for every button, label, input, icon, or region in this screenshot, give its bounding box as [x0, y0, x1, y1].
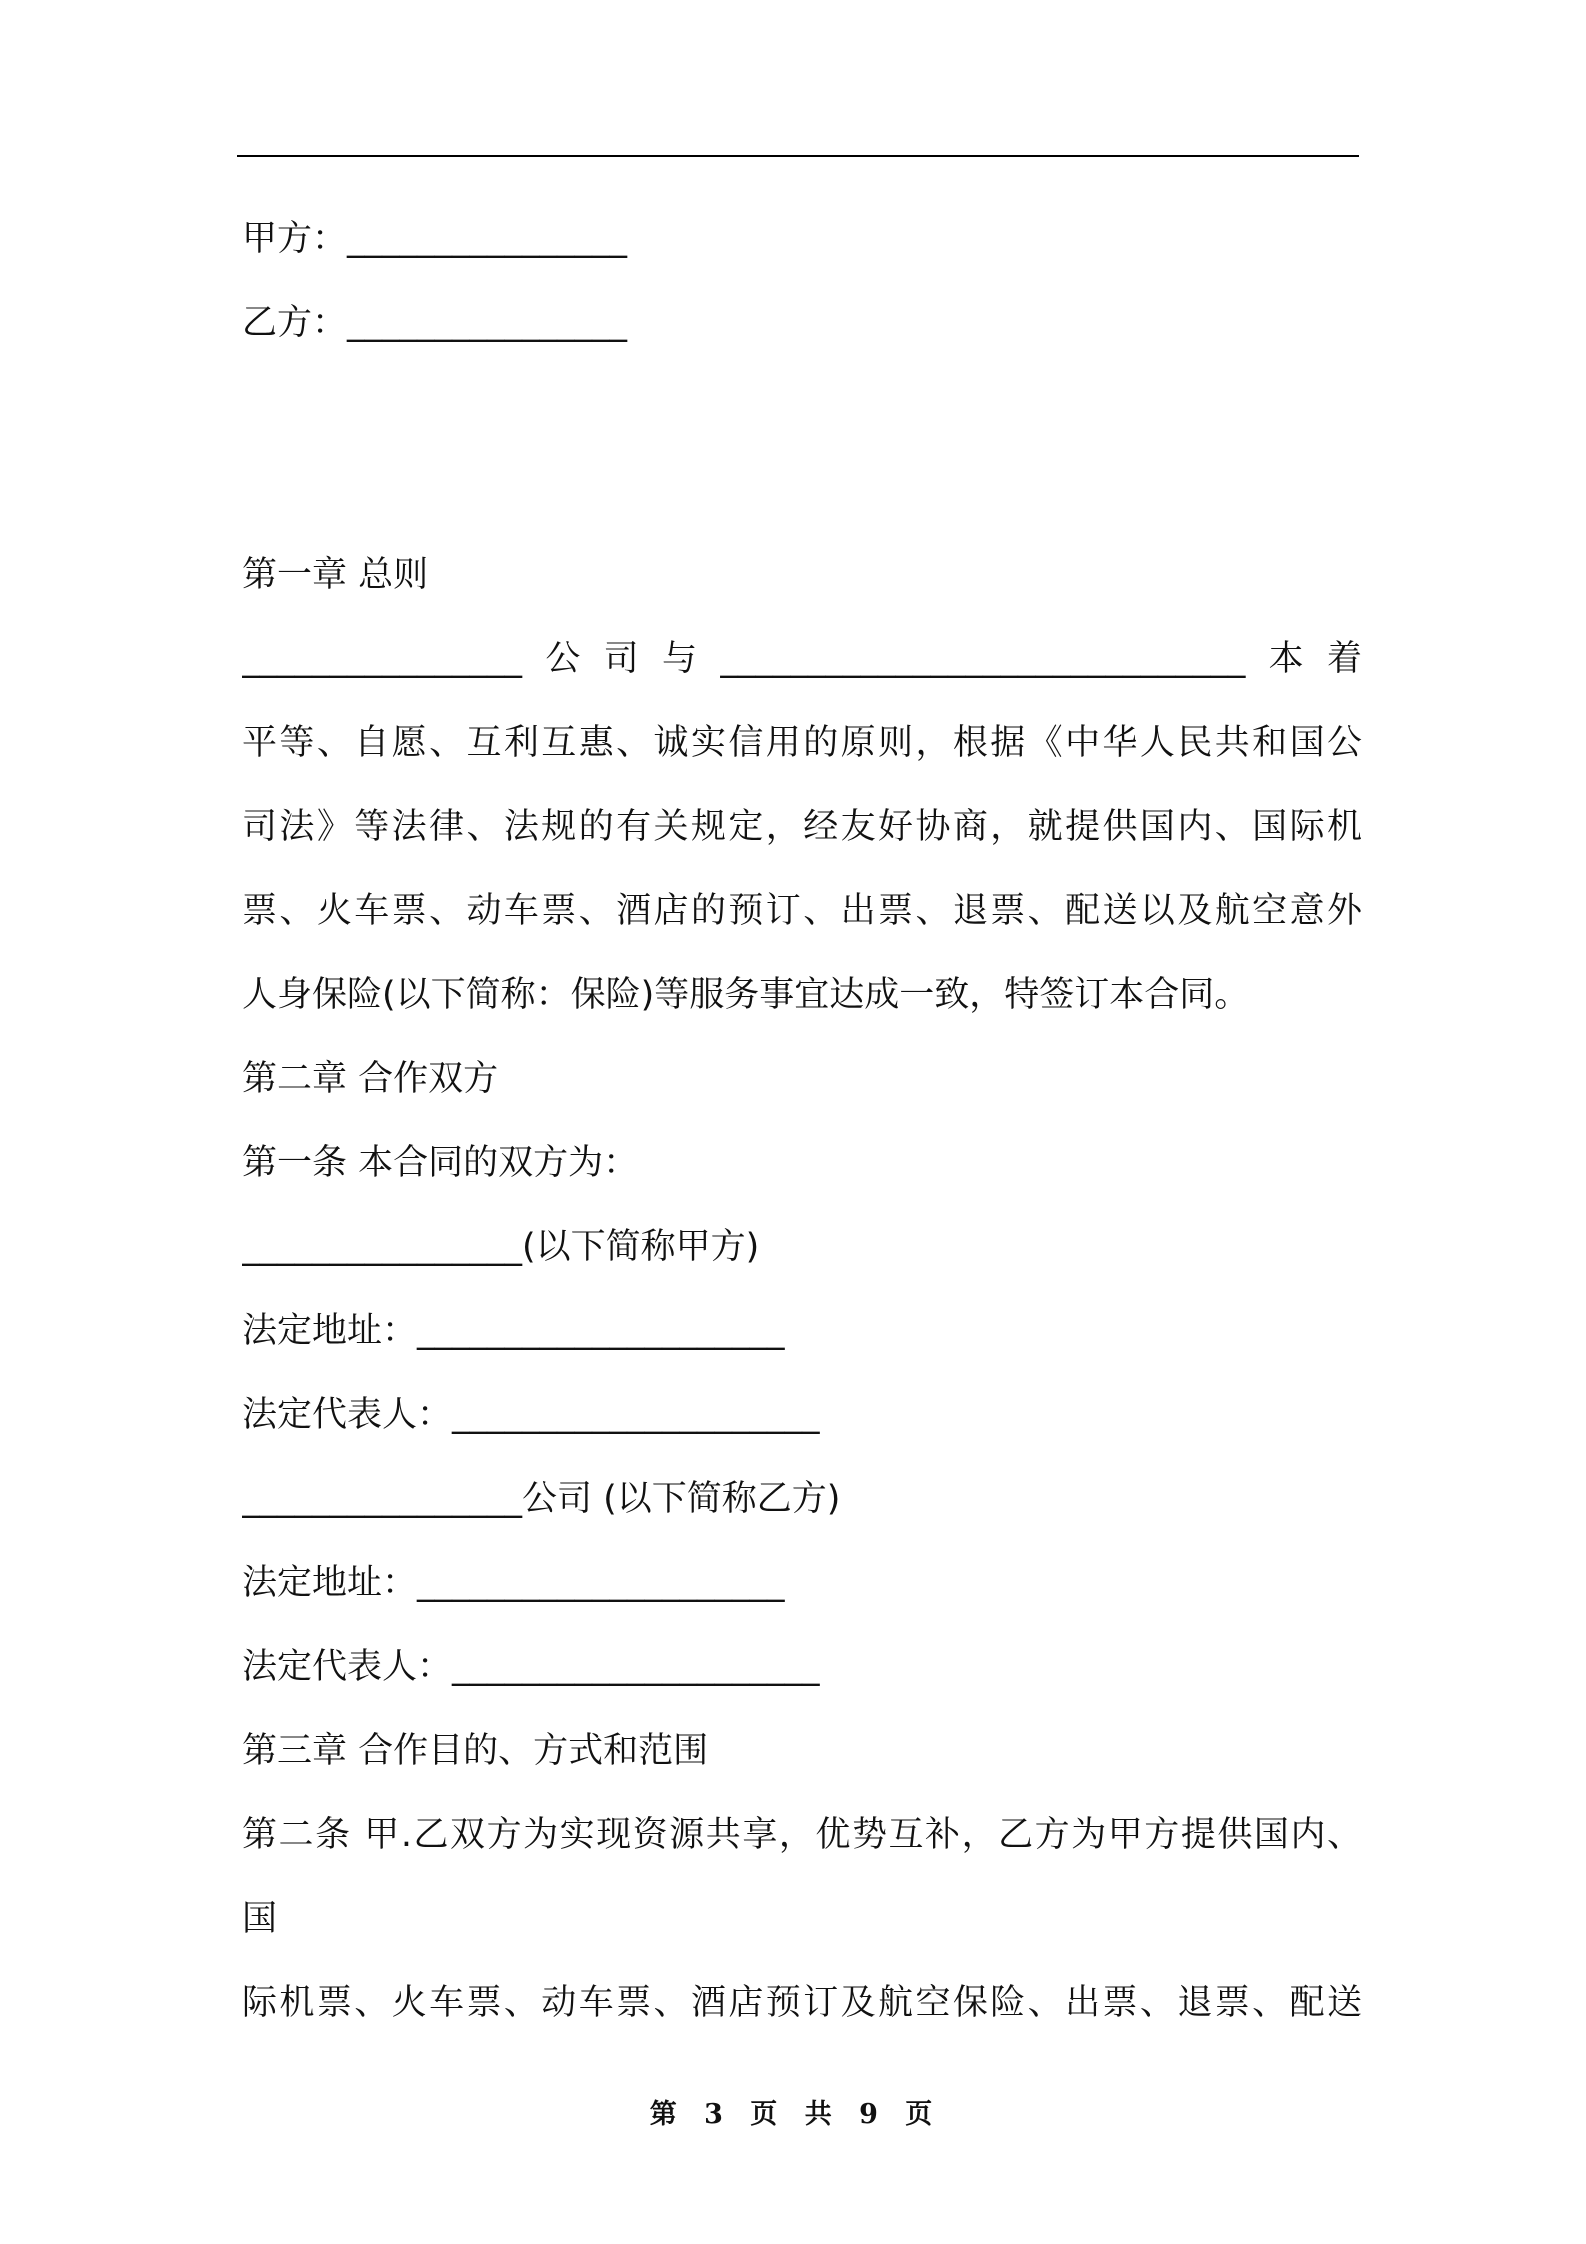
chapter-1-title: 第一章 总则 [242, 555, 429, 595]
paragraph-1-line-1: ________________公司与______________________________本着 [242, 639, 1362, 679]
chapter-2-title: 第二章 合作双方 [242, 1059, 499, 1099]
article-1: 第一条 本合同的双方为： [242, 1143, 639, 1183]
party-a-representative: 法定代表人：_____________________ [242, 1395, 820, 1435]
header-rule [237, 155, 1359, 157]
party-a-line: 甲方：________________ [242, 219, 628, 259]
article-2-line-1: 第二条 甲.乙双方为实现资源共享，优势互补，乙方为甲方提供国内、 [242, 1815, 1362, 1855]
party-a-name: ________________(以下简称甲方) [242, 1227, 760, 1267]
document-body [242, 197, 1362, 2045]
party-b-representative: 法定代表人：_____________________ [242, 1647, 820, 1687]
chapter-3-title: 第三章 合作目的、方式和范围 [242, 1731, 709, 1771]
article-2-line-3: 际机票、火车票、动车票、酒店预订及航空保险、出票、退票、配送 [242, 1983, 1362, 2023]
paragraph-1-line-5: 人身保险(以下简称：保险)等服务事宜达成一致，特签订本合同。 [242, 975, 1250, 1015]
party-b-address: 法定地址：_____________________ [242, 1563, 785, 1603]
page-number: 第 3 页 共 9 页 [649, 2099, 937, 2130]
paragraph-1-line-2: 平等、自愿、互利互惠、诚实信用的原则，根据《中华人民共和国公 [242, 723, 1362, 763]
party-a-address: 法定地址：_____________________ [242, 1311, 785, 1351]
article-2-line-2: 国 [242, 1899, 278, 1939]
paragraph-1-line-4: 票、火车票、动车票、酒店的预订、出票、退票、配送以及航空意外 [242, 891, 1362, 931]
spacer [242, 365, 1362, 533]
party-b-name: ________________公司 (以下简称乙方) [242, 1479, 841, 1519]
party-b-line: 乙方：________________ [242, 303, 628, 343]
paragraph-1-line-3: 司法》等法律、法规的有关规定，经友好协商，就提供国内、国际机 [242, 807, 1362, 847]
